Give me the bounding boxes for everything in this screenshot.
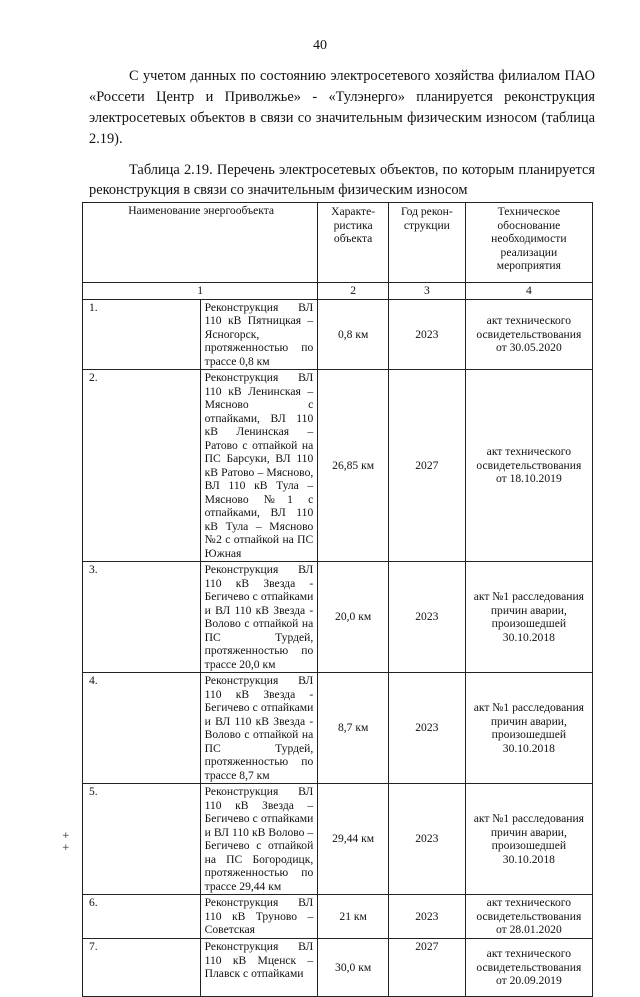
row-characteristic: 26,85 км: [318, 370, 389, 562]
table-header-row: [83, 203, 593, 283]
row-characteristic: 21 км: [318, 895, 389, 939]
row-year: 2027: [388, 939, 465, 997]
row-object-name: Реконструкция ВЛ 110 кВ Пятницкая – Ясногорск, протяженностью по трассе 0,8 км: [200, 299, 318, 370]
row-characteristic: 0,8 км: [318, 299, 389, 370]
table-row: [83, 784, 593, 895]
row-basis: акт технического освидетельствования от 30.05.2020: [465, 299, 592, 370]
row-object-name: Реконструкция ВЛ 110 кВ Звезда – Бегичево с отпайками и ВЛ 110 кВ Волово – Бегичево с отпайкой на ПС Богородицк, протяженностью по трассе 29,44 км: [200, 784, 318, 895]
reconstruction-table: [82, 202, 593, 997]
row-number: 1.: [83, 299, 201, 370]
row-basis: акт технического освидетельствования от 20.09.2019: [465, 939, 592, 997]
row-basis: акт №1 расследования причин аварии, произошедшей 30.10.2018: [465, 784, 592, 895]
margin-mark: +: [62, 843, 70, 853]
row-year: 2023: [388, 784, 465, 895]
row-year: 2023: [388, 299, 465, 370]
column-index-row: [83, 283, 593, 300]
column-index-cell: 3: [388, 283, 465, 300]
row-object-name: Реконструкция ВЛ 110 кВ Звезда - Бегичево с отпайками и ВЛ 110 кВ Звезда - Волово с отпайкой на ПС Турдей, протяженностью по трассе 20,0 км: [200, 562, 318, 673]
row-basis: акт №1 расследования причин аварии, произошедшей 30.10.2018: [465, 673, 592, 784]
row-characteristic: 20,0 км: [318, 562, 389, 673]
table-row: [83, 673, 593, 784]
row-number: 4.: [83, 673, 201, 784]
table-row: [83, 939, 593, 997]
page-number: 40: [313, 38, 327, 53]
row-characteristic: 30,0 км: [318, 939, 389, 997]
row-number: 5.: [83, 784, 201, 895]
row-object-name: Реконструкция ВЛ 110 кВ Ленинская – Мясново с отпайками, ВЛ 110 кВ Ленинская – Ратово с отпайкой на ПС Барсуки, ВЛ 110 кВ Ратово – Мясново, ВЛ 110 кВ Тула – Мясново №1 с отпайками, ВЛ 110 кВ Тула – Мясново №2 с отпайкой на ПС Южная: [200, 370, 318, 562]
table-row: [83, 895, 593, 939]
column-index-cell: 4: [465, 283, 592, 300]
row-number: 2.: [83, 370, 201, 562]
row-year: 2023: [388, 673, 465, 784]
row-characteristic: 8,7 км: [318, 673, 389, 784]
row-year: 2027: [388, 370, 465, 562]
row-object-name: Реконструкция ВЛ 110 кВ Труново – Советская: [200, 895, 318, 939]
row-basis: акт №1 расследования причин аварии, произошедшей 30.10.2018: [465, 562, 592, 673]
row-basis: акт технического освидетельствования от 18.10.2019: [465, 370, 592, 562]
row-year: 2023: [388, 562, 465, 673]
row-object-name: Реконструкция ВЛ 110 кВ Мценск – Плавск с отпайками: [200, 939, 318, 997]
row-number: 3.: [83, 562, 201, 673]
row-year: 2023: [388, 895, 465, 939]
row-basis: акт технического освидетельствования от 28.01.2020: [465, 895, 592, 939]
column-index-cell: 1: [83, 283, 318, 300]
table-row: [83, 299, 593, 370]
header-year: Год рекон-струкции: [388, 203, 465, 283]
row-characteristic: 29,44 км: [318, 784, 389, 895]
table-caption: Таблица 2.19. Перечень электросетевых объектов, по которым планируется реконструкция в связи со значительным физическим износом: [89, 162, 595, 198]
row-object-name: Реконструкция ВЛ 110 кВ Звезда - Бегичево с отпайками и ВЛ 110 кВ Звезда - Волово с отпайкой на ПС Турдей, протяженностью по трассе 8,7 км: [200, 673, 318, 784]
table-row: [83, 370, 593, 562]
header-object-name: Наименование энергообъекта: [83, 203, 318, 283]
column-index-cell: 2: [318, 283, 389, 300]
margin-mark: +: [62, 831, 70, 841]
header-characteristic: Характе-ристика объекта: [318, 203, 389, 283]
margin-marks: [62, 830, 70, 854]
table-row: [83, 562, 593, 673]
header-basis: Техническое обоснование необходимости реализации мероприятия: [465, 203, 592, 283]
intro-paragraph: С учетом данных по состоянию электросетевого хозяйства филиалом ПАО «Россети Центр и Приволжье» - «Тулэнерго» планируется реконструкция электросетевых объектов в связи со значительным физическим износом (таблица 2.19).: [89, 68, 595, 147]
row-number: 6.: [83, 895, 201, 939]
row-number: 7.: [83, 939, 201, 997]
